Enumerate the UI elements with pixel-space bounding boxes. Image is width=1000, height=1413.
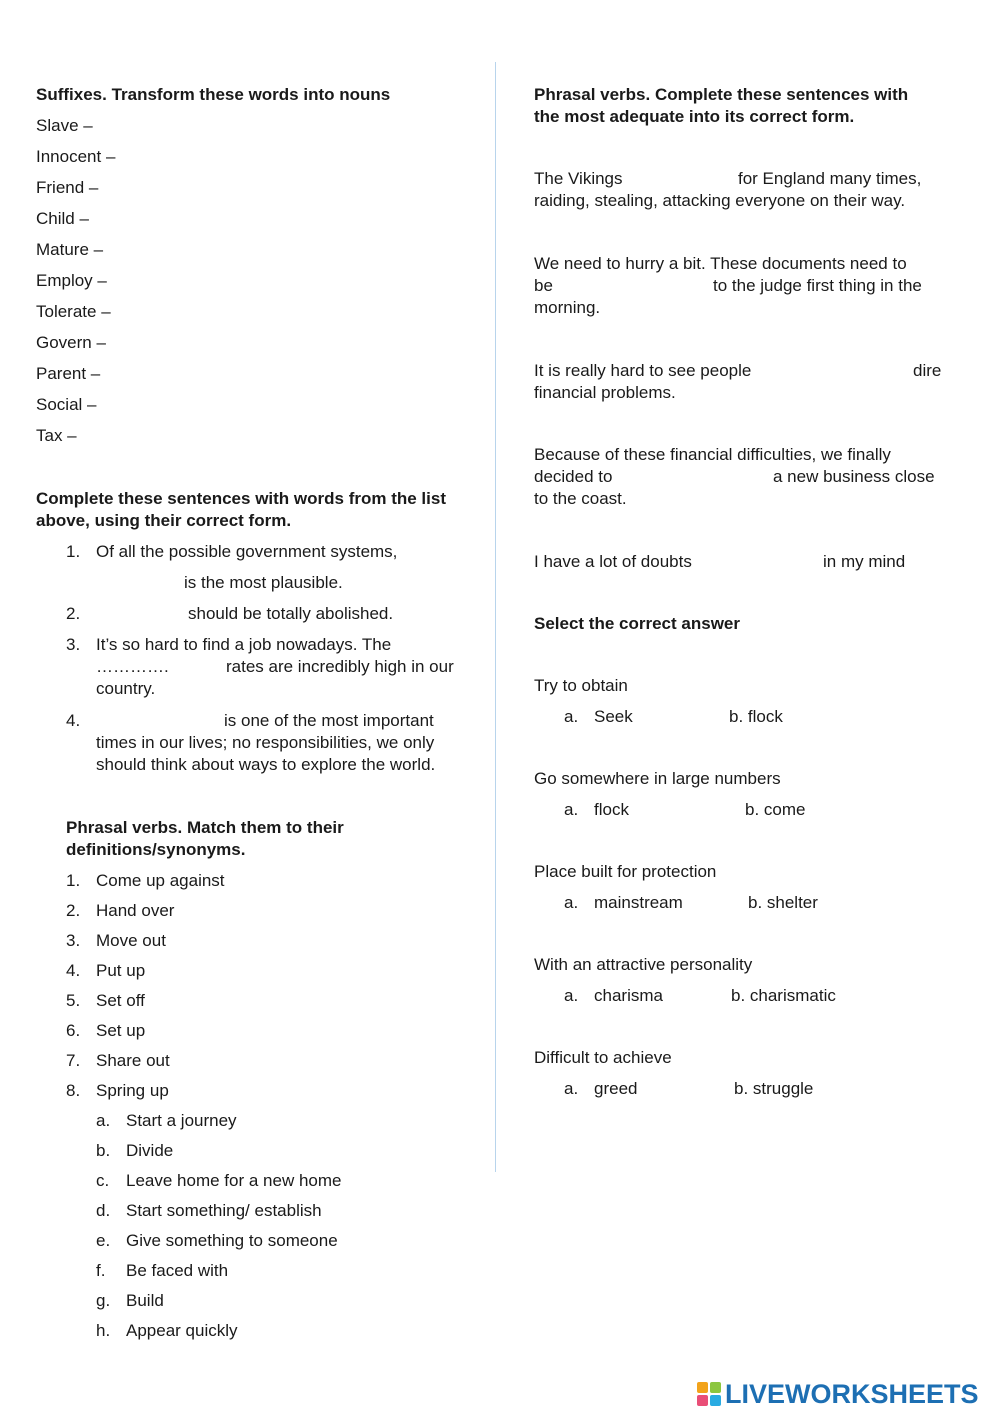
option-b[interactable]: b. flock bbox=[729, 707, 783, 726]
phrasal-complete-heading-line1: Phrasal verbs. Complete these sentences with bbox=[534, 85, 909, 104]
sentence-text: in my mind bbox=[823, 552, 906, 571]
item-number: 1. bbox=[66, 542, 81, 561]
definition: Start a journey bbox=[126, 1111, 237, 1130]
option-label: a. bbox=[564, 800, 579, 819]
logo-text: LIVEWORKSHEETS bbox=[725, 1378, 979, 1409]
option-b[interactable]: b. charismatic bbox=[731, 986, 836, 1005]
sentence-text: to the judge first thing in the bbox=[713, 276, 922, 295]
suffixes-heading: Suffixes. Transform these words into nouns bbox=[36, 85, 391, 104]
sentence-text: dire bbox=[913, 361, 942, 380]
logo-square bbox=[710, 1382, 721, 1393]
option-a[interactable]: Seek bbox=[594, 707, 633, 726]
option-a[interactable]: mainstream bbox=[594, 893, 683, 912]
sentence-text: to the coast. bbox=[534, 489, 627, 508]
sentence-text: decided to bbox=[534, 467, 613, 486]
phrasal-verb: Come up against bbox=[96, 871, 225, 890]
option-b[interactable]: b. come bbox=[745, 800, 806, 819]
definition: Divide bbox=[126, 1141, 174, 1160]
sentence-text: It is really hard to see people bbox=[534, 361, 752, 380]
item-number: 4. bbox=[66, 711, 81, 730]
match-heading-line2: definitions/synonyms. bbox=[66, 840, 246, 859]
question-prompt: Place built for protection bbox=[534, 862, 717, 881]
liveworksheets-logo[interactable] bbox=[697, 1378, 979, 1410]
phrasal-verb: Set off bbox=[96, 991, 145, 1010]
suffix-word: Mature – bbox=[36, 240, 104, 259]
option-a[interactable]: flock bbox=[594, 800, 629, 819]
sentence-text: morning. bbox=[534, 298, 601, 317]
question-prompt: Go somewhere in large numbers bbox=[534, 769, 781, 788]
definition: Be faced with bbox=[126, 1261, 229, 1280]
option-label: a. bbox=[564, 893, 579, 912]
definition: Start something/ establish bbox=[126, 1201, 322, 1220]
option-label: a. bbox=[564, 707, 579, 726]
definition: Give something to someone bbox=[126, 1231, 338, 1250]
logo-square bbox=[697, 1382, 708, 1393]
column-divider bbox=[495, 62, 496, 1172]
definition-letter: f. bbox=[96, 1261, 106, 1280]
sentence-text: for England many times, bbox=[738, 169, 922, 188]
phrasal-verb: Share out bbox=[96, 1051, 170, 1070]
question-prompt: With an attractive personality bbox=[534, 955, 753, 974]
sentence-text: should be totally abolished. bbox=[188, 604, 394, 623]
item-number: 2. bbox=[66, 604, 81, 623]
sentence-text: The Vikings bbox=[534, 169, 623, 188]
option-a[interactable]: charisma bbox=[594, 986, 663, 1005]
phrasal-verb: Put up bbox=[96, 961, 146, 980]
select-heading: Select the correct answer bbox=[534, 614, 740, 633]
option-b[interactable]: b. struggle bbox=[734, 1079, 814, 1098]
sentence-text: I have a lot of doubts bbox=[534, 552, 692, 571]
logo-square bbox=[697, 1395, 708, 1406]
phrasal-verb: Spring up bbox=[96, 1081, 169, 1100]
sentence-text: is one of the most important bbox=[224, 711, 434, 730]
definition-letter: b. bbox=[96, 1141, 111, 1160]
verb-number: 8. bbox=[66, 1081, 81, 1100]
option-b[interactable]: b. shelter bbox=[748, 893, 818, 912]
sentence-text: country. bbox=[96, 679, 156, 698]
definition: Leave home for a new home bbox=[126, 1171, 342, 1190]
definition-letter: c. bbox=[96, 1171, 110, 1190]
definition-letter: a. bbox=[96, 1111, 111, 1130]
option-label: a. bbox=[564, 986, 579, 1005]
sentence-text: Because of these financial difficulties, we finally bbox=[534, 445, 891, 464]
phrasal-verb: Hand over bbox=[96, 901, 175, 920]
definition-letter: h. bbox=[96, 1321, 111, 1340]
suffix-word: Tolerate – bbox=[36, 302, 111, 321]
suffix-word: Social – bbox=[36, 395, 97, 414]
phrasal-verb: Set up bbox=[96, 1021, 146, 1040]
question-prompt: Try to obtain bbox=[534, 676, 628, 695]
suffix-word: Slave – bbox=[36, 116, 93, 135]
sentence-text: times in our lives; no responsibilities, we only bbox=[96, 733, 435, 752]
sentence-text: should think about ways to explore the world. bbox=[96, 755, 436, 774]
phrasal-complete-heading-line2: the most adequate into its correct form. bbox=[534, 107, 855, 126]
item-number: 3. bbox=[66, 635, 81, 654]
sentence-text: It’s so hard to find a job nowadays. The bbox=[96, 635, 392, 654]
definition-letter: g. bbox=[96, 1291, 111, 1310]
suffix-word: Parent – bbox=[36, 364, 101, 383]
logo-square bbox=[710, 1395, 721, 1406]
suffix-word: Tax – bbox=[36, 426, 77, 445]
match-heading-line1: Phrasal verbs. Match them to their bbox=[66, 818, 344, 837]
sentence-text: We need to hurry a bit. These documents need to bbox=[534, 254, 907, 273]
dotted-blank: …………. bbox=[96, 657, 169, 676]
complete-heading-line2: above, using their correct form. bbox=[36, 511, 292, 530]
liveworksheets-logo-icon bbox=[697, 1382, 721, 1406]
suffix-word: Friend – bbox=[36, 178, 99, 197]
verb-number: 6. bbox=[66, 1021, 81, 1040]
suffix-word: Innocent – bbox=[36, 147, 116, 166]
suffix-word: Govern – bbox=[36, 333, 106, 352]
suffix-word: Employ – bbox=[36, 271, 107, 290]
phrasal-verb: Move out bbox=[96, 931, 166, 950]
verb-number: 1. bbox=[66, 871, 81, 890]
verb-number: 5. bbox=[66, 991, 81, 1010]
verb-number: 7. bbox=[66, 1051, 81, 1070]
sentence-text: be bbox=[534, 276, 553, 295]
verb-number: 3. bbox=[66, 931, 81, 950]
verb-number: 2. bbox=[66, 901, 81, 920]
definition: Build bbox=[126, 1291, 164, 1310]
sentence-text: rates are incredibly high in our bbox=[226, 657, 454, 676]
definition-letter: e. bbox=[96, 1231, 111, 1250]
definition-letter: d. bbox=[96, 1201, 111, 1220]
question-prompt: Difficult to achieve bbox=[534, 1048, 672, 1067]
suffix-word: Child – bbox=[36, 209, 89, 228]
sentence-text: a new business close bbox=[773, 467, 935, 486]
sentence-text: is the most plausible. bbox=[184, 573, 343, 592]
sentence-text: Of all the possible government systems, bbox=[96, 542, 398, 561]
definition: Appear quickly bbox=[126, 1321, 238, 1340]
option-label: a. bbox=[564, 1079, 579, 1098]
sentence-text: raiding, stealing, attacking everyone on their way. bbox=[534, 191, 906, 210]
complete-heading-line1: Complete these sentences with words from the list bbox=[36, 489, 446, 508]
option-a[interactable]: greed bbox=[594, 1079, 638, 1098]
verb-number: 4. bbox=[66, 961, 81, 980]
sentence-text: financial problems. bbox=[534, 383, 676, 402]
